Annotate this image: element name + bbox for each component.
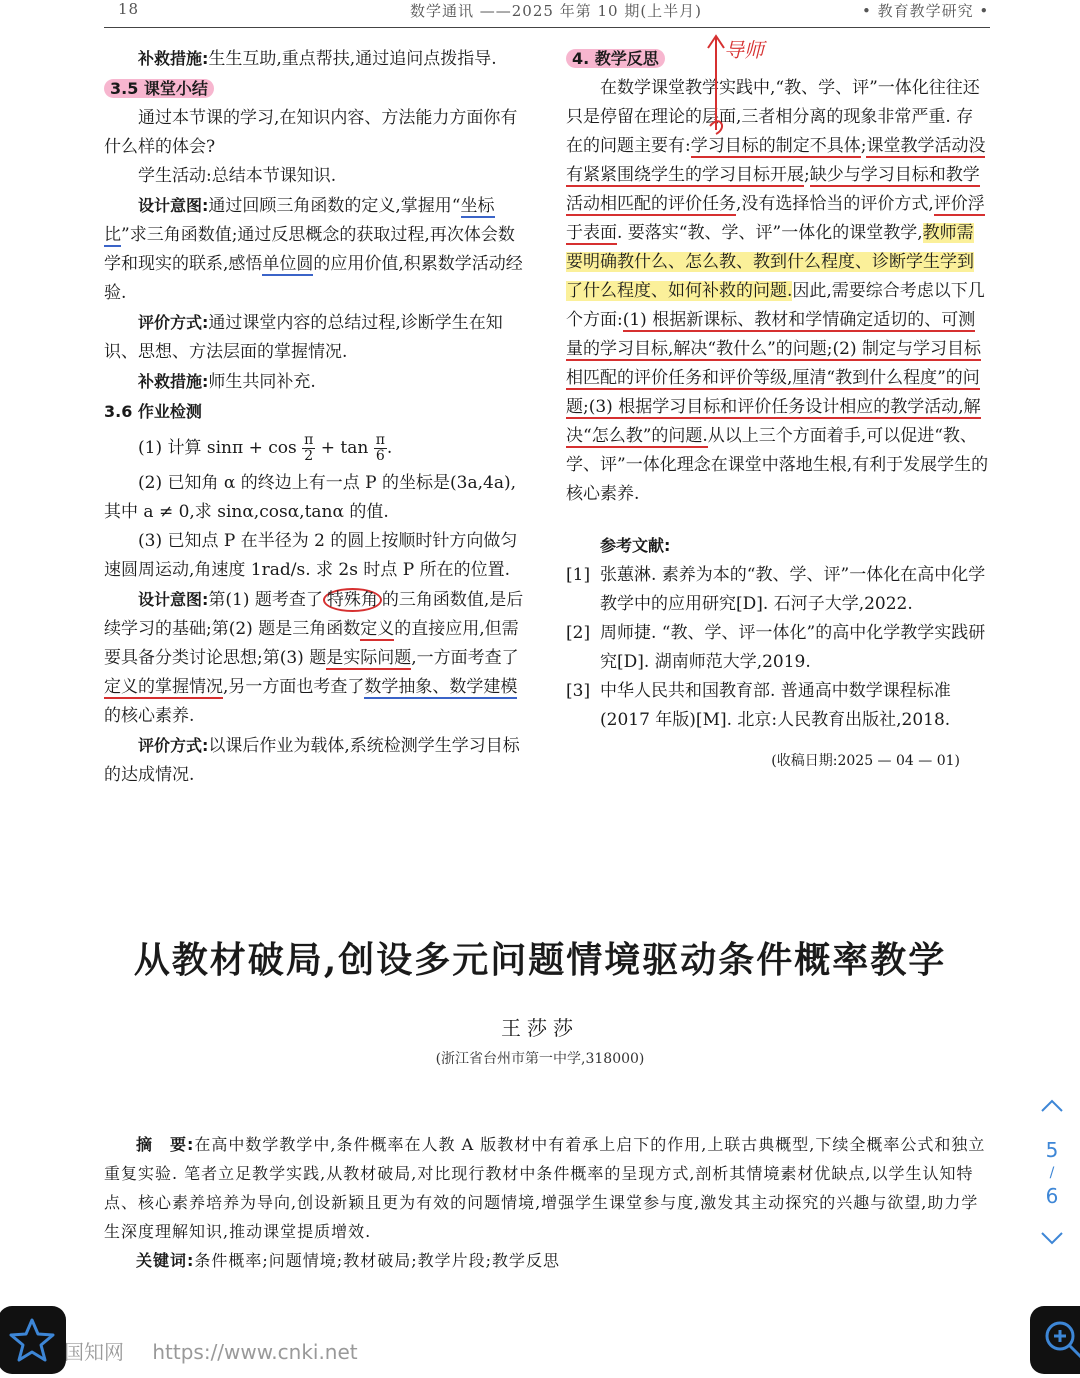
remedy-paragraph-2 xyxy=(104,367,528,397)
reflection-text: ; xyxy=(804,165,810,185)
section-3-6-title: 3.6 作业检测 xyxy=(104,402,202,421)
current-page: 5 xyxy=(1045,1138,1059,1162)
chevron-down-icon[interactable] xyxy=(1039,1230,1065,1246)
design-intent-1 xyxy=(104,191,528,308)
page-number: 18 xyxy=(118,0,140,18)
evaluation-text: 通过课堂内容的总结过程,诊断学生在知识、思想、方法层面的掌握情况. xyxy=(104,313,503,362)
design-text: 的应用价值,积累数学活动经验. xyxy=(104,254,523,303)
remedy-text: 生生互助,重点帮扶,通过追问点拨指导. xyxy=(208,49,497,69)
summary-question: 通过本节课的学习,在知识内容、方法能力方面你有什么样的体会? xyxy=(104,108,518,157)
section-3-5-title: 3.5 课堂小结 xyxy=(104,79,214,98)
underlined-term: 数学抽象、数学建模 xyxy=(364,677,518,697)
page-separator: / xyxy=(1049,1165,1055,1181)
keywords xyxy=(104,1246,990,1275)
underlined-term: 课堂教学活动没有紧紧围绕学生的学习目标开展 xyxy=(566,136,986,185)
references-list xyxy=(566,561,990,735)
underlined-term: 定义 xyxy=(360,619,395,639)
reflection-text: 因此,需要综合考虑以下几个方面: xyxy=(566,281,985,330)
fraction-pi-over-2 xyxy=(302,433,315,464)
design-intent-2 xyxy=(104,585,528,731)
design-text: ,一方面考查了 xyxy=(411,648,519,668)
fraction-pi-over-6 xyxy=(374,433,387,464)
remedy-label: 补救措施: xyxy=(138,49,209,68)
fraction-numerator: π xyxy=(304,432,314,448)
section-3-5-heading xyxy=(104,74,528,104)
underlined-term: 评价浮于表面 xyxy=(566,194,985,243)
reference-item xyxy=(566,619,990,677)
reference-item xyxy=(566,677,990,735)
reflection-text: 在数学课堂教学实践中,“教、学、评”一体化往往还只是停留在理论的层面,三者相分离的现象非常严重. 存在的问题主要有: xyxy=(566,78,980,156)
design-text: 的核心素养. xyxy=(104,706,195,726)
journal-name: 数学通讯 ——2025 年第 10 期(上半月) xyxy=(410,2,703,20)
fraction-numerator: π xyxy=(375,432,385,448)
underlined-term: 学习目标的制定不具体 xyxy=(690,136,861,156)
references-title: 参考文献: xyxy=(600,536,671,555)
remedy-label: 补救措施: xyxy=(138,372,209,391)
reference-number: [2] xyxy=(566,623,591,643)
reference-number: [3] xyxy=(566,681,591,701)
exercise-1 xyxy=(104,427,528,469)
reference-item xyxy=(566,561,990,619)
evaluation-label: 评价方式: xyxy=(138,736,209,755)
fraction-denominator: 2 xyxy=(304,448,314,464)
site-url[interactable]: https://www.cnki.net xyxy=(152,1340,358,1364)
student-activity: 学生活动:总结本节课知识. xyxy=(138,166,337,186)
header-rule xyxy=(104,27,990,28)
section-name: • 教育教学研究 • xyxy=(862,2,990,20)
reference-text: 周师捷. “教、学、评一体化”的高中化学教学实践研究[D]. 湖南师范大学,2019. xyxy=(600,623,986,672)
design-text: 的三角函数值,是后续学习的基础;第(2) 题是三角函数 xyxy=(104,590,524,639)
exercise-3: (3) 已知点 P 在半径为 2 的圆上按顺时针方向做匀速圆周运动,角速度 1rad/s. 求 2s 时点 P 所在的位置. xyxy=(104,531,518,580)
design-text: ”求三角函数值;通过反思概念的获取过程,再次体会数学和现实的联系,感悟 xyxy=(104,225,515,274)
abstract-block xyxy=(104,1130,990,1275)
exercise-text: + tan xyxy=(320,438,369,458)
reflection-text: ; xyxy=(860,136,867,156)
design-text: ,另一方面也考查了 xyxy=(223,677,365,697)
site-name: 国知网 xyxy=(64,1340,124,1364)
star-icon xyxy=(0,1306,66,1374)
abstract-text: 在高中数学教学中,条件概率在人教 A 版教材中有着承上启下的作用,上联古典概型,下续全概率公式和独立重复实验. 笔者立足教学实践,从教材破局,对比现行教材中条件概率的呈现方式,剖析其情境素材优缺点,以学生认知特点、核心素养培养为导向,创设新颖且更为有效的问题情境,增强学生课堂参与度,激发其主动探究的兴趣与欲望,助力学生深度理解知识,推动课堂提质增效. xyxy=(104,1135,986,1241)
underlined-term: 坐标比 xyxy=(104,196,495,245)
section-4-heading xyxy=(566,44,990,74)
reflection-text: ,没有选择恰当的评价方式 xyxy=(736,194,929,214)
chevron-up-icon[interactable] xyxy=(1039,1098,1065,1114)
underlined-term: 是实际问题 xyxy=(326,648,412,668)
evaluation-1 xyxy=(104,308,528,367)
reflection-text: , xyxy=(928,194,934,214)
exercise-2: (2) 已知角 α 的终边上有一点 P 的坐标是(3a,4a),其中 a ≠ 0,求 sinα,cosα,tanα 的值. xyxy=(104,473,516,522)
page-navigator xyxy=(1028,1098,1076,1246)
reflection-paragraph xyxy=(566,74,990,509)
remedy-paragraph-1 xyxy=(104,44,528,74)
evaluation-label: 评价方式: xyxy=(138,313,209,332)
underlined-term: 缺少与学习目标和教学活动相匹配的评价任务 xyxy=(566,165,980,214)
remedy-text: 师生共同补充. xyxy=(208,372,316,392)
reflection-text: 从以上三个方面着手,可以促进“教、学、评”一体化理念在课堂中落地生根,有利于发展学生的核心素养. xyxy=(566,426,989,504)
total-pages: 6 xyxy=(1045,1184,1059,1208)
footer-source xyxy=(64,1336,358,1365)
favorite-button[interactable] xyxy=(0,1306,66,1374)
underlined-term: 定义的掌握情况 xyxy=(104,677,223,697)
keywords-text: 条件概率;问题情境;教材破局;教学片段;教学反思 xyxy=(194,1251,560,1270)
handwritten-note: 导师 xyxy=(724,38,764,62)
left-column xyxy=(104,44,528,790)
reflection-text: . 要落实“教、学、评”一体化的课堂教学, xyxy=(617,223,923,243)
section-4-title: 4. 教学反思 xyxy=(566,49,665,68)
underlined-sentence: (1) 根据新课标、教材和学情确定适切的、可测量的学习目标,解决“教什么”的问题;(2) 制定与学习目标相匹配的评价任务和评价等级,厘清“教到什么程度”的问题;(3) 根据学习目标和评价任务设计相应的教学活动,解决“怎么教”的问题. xyxy=(566,310,981,446)
fraction-denominator: 6 xyxy=(375,448,385,464)
highlighted-sentence: 教师需要明确教什么、怎么教、教到什么程度、诊断学生学到了什么程度、如何补救的问题. xyxy=(566,223,974,301)
design-label: 设计意图: xyxy=(138,196,209,215)
reference-number: [1] xyxy=(566,565,591,585)
article-author: 王莎莎 xyxy=(501,1016,579,1040)
author-affiliation: (浙江省台州市第一中学,318000) xyxy=(435,1051,645,1067)
design-text: 第(1) 题考查了 xyxy=(208,590,323,610)
evaluation-text: 以课后作业为载体,系统检测学生学习目标的达成情况. xyxy=(104,736,520,785)
references-heading xyxy=(566,531,990,561)
exercise-text: . xyxy=(386,438,393,458)
evaluation-2 xyxy=(104,731,528,790)
design-text: 通过回顾三角函数的定义,掌握用“ xyxy=(208,196,461,216)
received-date: (收稿日期:2025 — 04 — 01) xyxy=(771,753,960,769)
article-title: 从教材破局,创设多元问题情境驱动条件概率教学 xyxy=(133,939,947,981)
exercise-text: (1) 计算 sinπ + cos xyxy=(138,438,297,458)
zoom-in-icon xyxy=(1030,1306,1080,1374)
keywords-label: 关键词: xyxy=(136,1251,195,1270)
abstract xyxy=(104,1130,990,1246)
underlined-term: 单位圆 xyxy=(262,254,314,274)
reference-text: 中华人民共和国教育部. 普通高中数学课程标准(2017 年版)[M]. 北京:人民教育出版社,2018. xyxy=(600,681,951,730)
abstract-label: 摘 要: xyxy=(136,1135,195,1154)
circled-term: 特殊角 xyxy=(323,588,382,612)
zoom-in-button[interactable] xyxy=(1030,1306,1080,1374)
design-label: 设计意图: xyxy=(138,590,209,609)
reference-text: 张蕙淋. 素养为本的“教、学、评”一体化在高中化学教学中的应用研究[D]. 石河子大学,2022. xyxy=(600,565,986,614)
design-text: 的直接应用,但需要具备分类讨论思想;第(3) 题 xyxy=(104,619,519,668)
running-header xyxy=(0,0,1080,28)
section-3-6-heading xyxy=(104,397,528,427)
right-column xyxy=(566,44,990,776)
